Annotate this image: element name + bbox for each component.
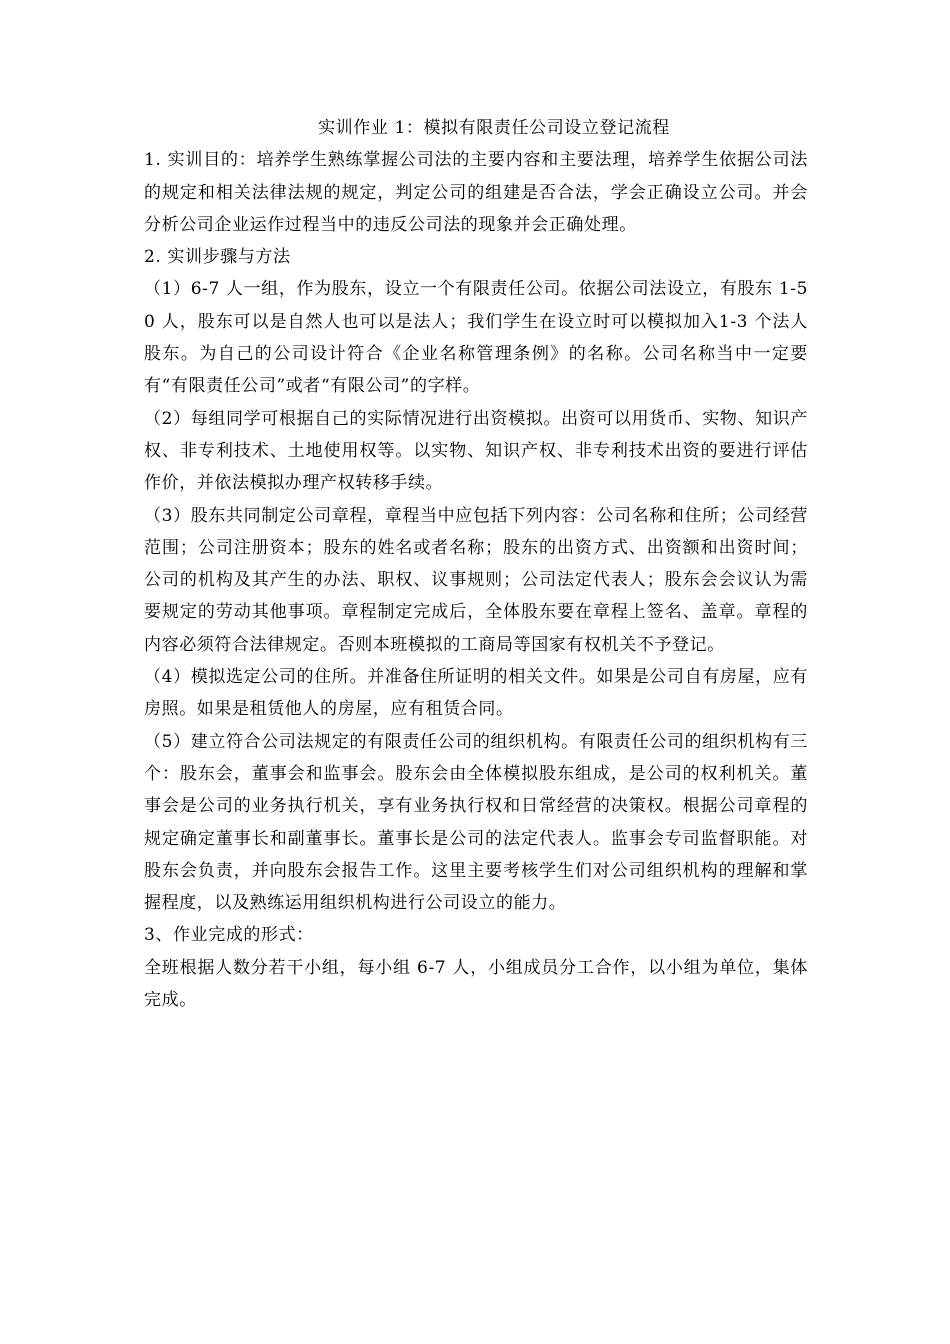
- document-page: [144, 112, 808, 1016]
- paragraph-step-2: （2）每组同学可根据自己的实际情况进行出资模拟。出资可以用货币、实物、知识产权、非专利技术、土地使用权等。以实物、知识产权、非专利技术出资的要进行评估作价，并依法模拟办理产权转移手续。: [144, 408, 808, 494]
- paragraph-steps-heading: 2. 实训步骤与方法: [144, 247, 291, 268]
- paragraph-form-heading: 3、作业完成的形式：: [144, 925, 314, 946]
- paragraph-step-3: （3）股东共同制定公司章程，章程当中应包括下列内容：公司名称和住所；公司经营范围；公司注册资本；股东的姓名或者名称；股东的出资方式、出资额和出资时间；公司的机构及其产生的办法、职权、议事规则；公司法定代表人；股东会会议认为需要规定的劳动其他事项。章程制定完成后，全体股东要在章程上签名、盖章。章程的内容必须符合法律规定。否则本班模拟的工商局等国家有权机关不予登记。: [144, 505, 808, 655]
- document-title: 实训作业 1：模拟有限责任公司设立登记流程: [318, 118, 670, 138]
- paragraph-step-5: （5）建立符合公司法规定的有限责任公司的组织机构。有限责任公司的组织机构有三个：股东会，董事会和监事会。股东会由全体模拟股东组成，是公司的权利机关。董事会是公司的业务执行机关，享有业务执行权和日常经营的决策权。根据公司章程的规定确定董事长和副董事长。董事长是公司的法定代表人。监事会专司监督职能。对股东会负责，并向股东会报告工作。这里主要考核学生们对公司组织机构的理解和掌握程度，以及熟练运用组织机构进行公司设立的能力。: [144, 731, 808, 914]
- paragraph-purpose: 1. 实训目的：培养学生熟练掌握公司法的主要内容和主要法理，培养学生依据公司法的规定和相关法律法规的规定，判定公司的组建是否合法，学会正确设立公司。并会分析公司企业运作过程当中的违反公司法的现象并会正确处理。: [144, 150, 808, 235]
- paragraph-step-1: （1）6-7 人一组，作为股东，设立一个有限责任公司。依据公司法设立，有股东 1-50 人，股东可以是自然人也可以是法人；我们学生在设立时可以模拟加入1-3 个法人股东。为自己的公司设计符合《企业名称管理条例》的名称。公司名称当中一定要有“有限责任公司”或者“有限公司”的字样。: [144, 279, 808, 397]
- paragraph-form-body: 全班根据人数分若干小组，每小组 6-7 人，小组成员分工合作，以小组为单位，集体完成。: [144, 957, 808, 1011]
- paragraph-step-4: （4）模拟选定公司的住所。并准备住所证明的相关文件。如果是公司自有房屋，应有房照。如果是租赁他人的房屋，应有租赁合同。: [144, 667, 808, 720]
